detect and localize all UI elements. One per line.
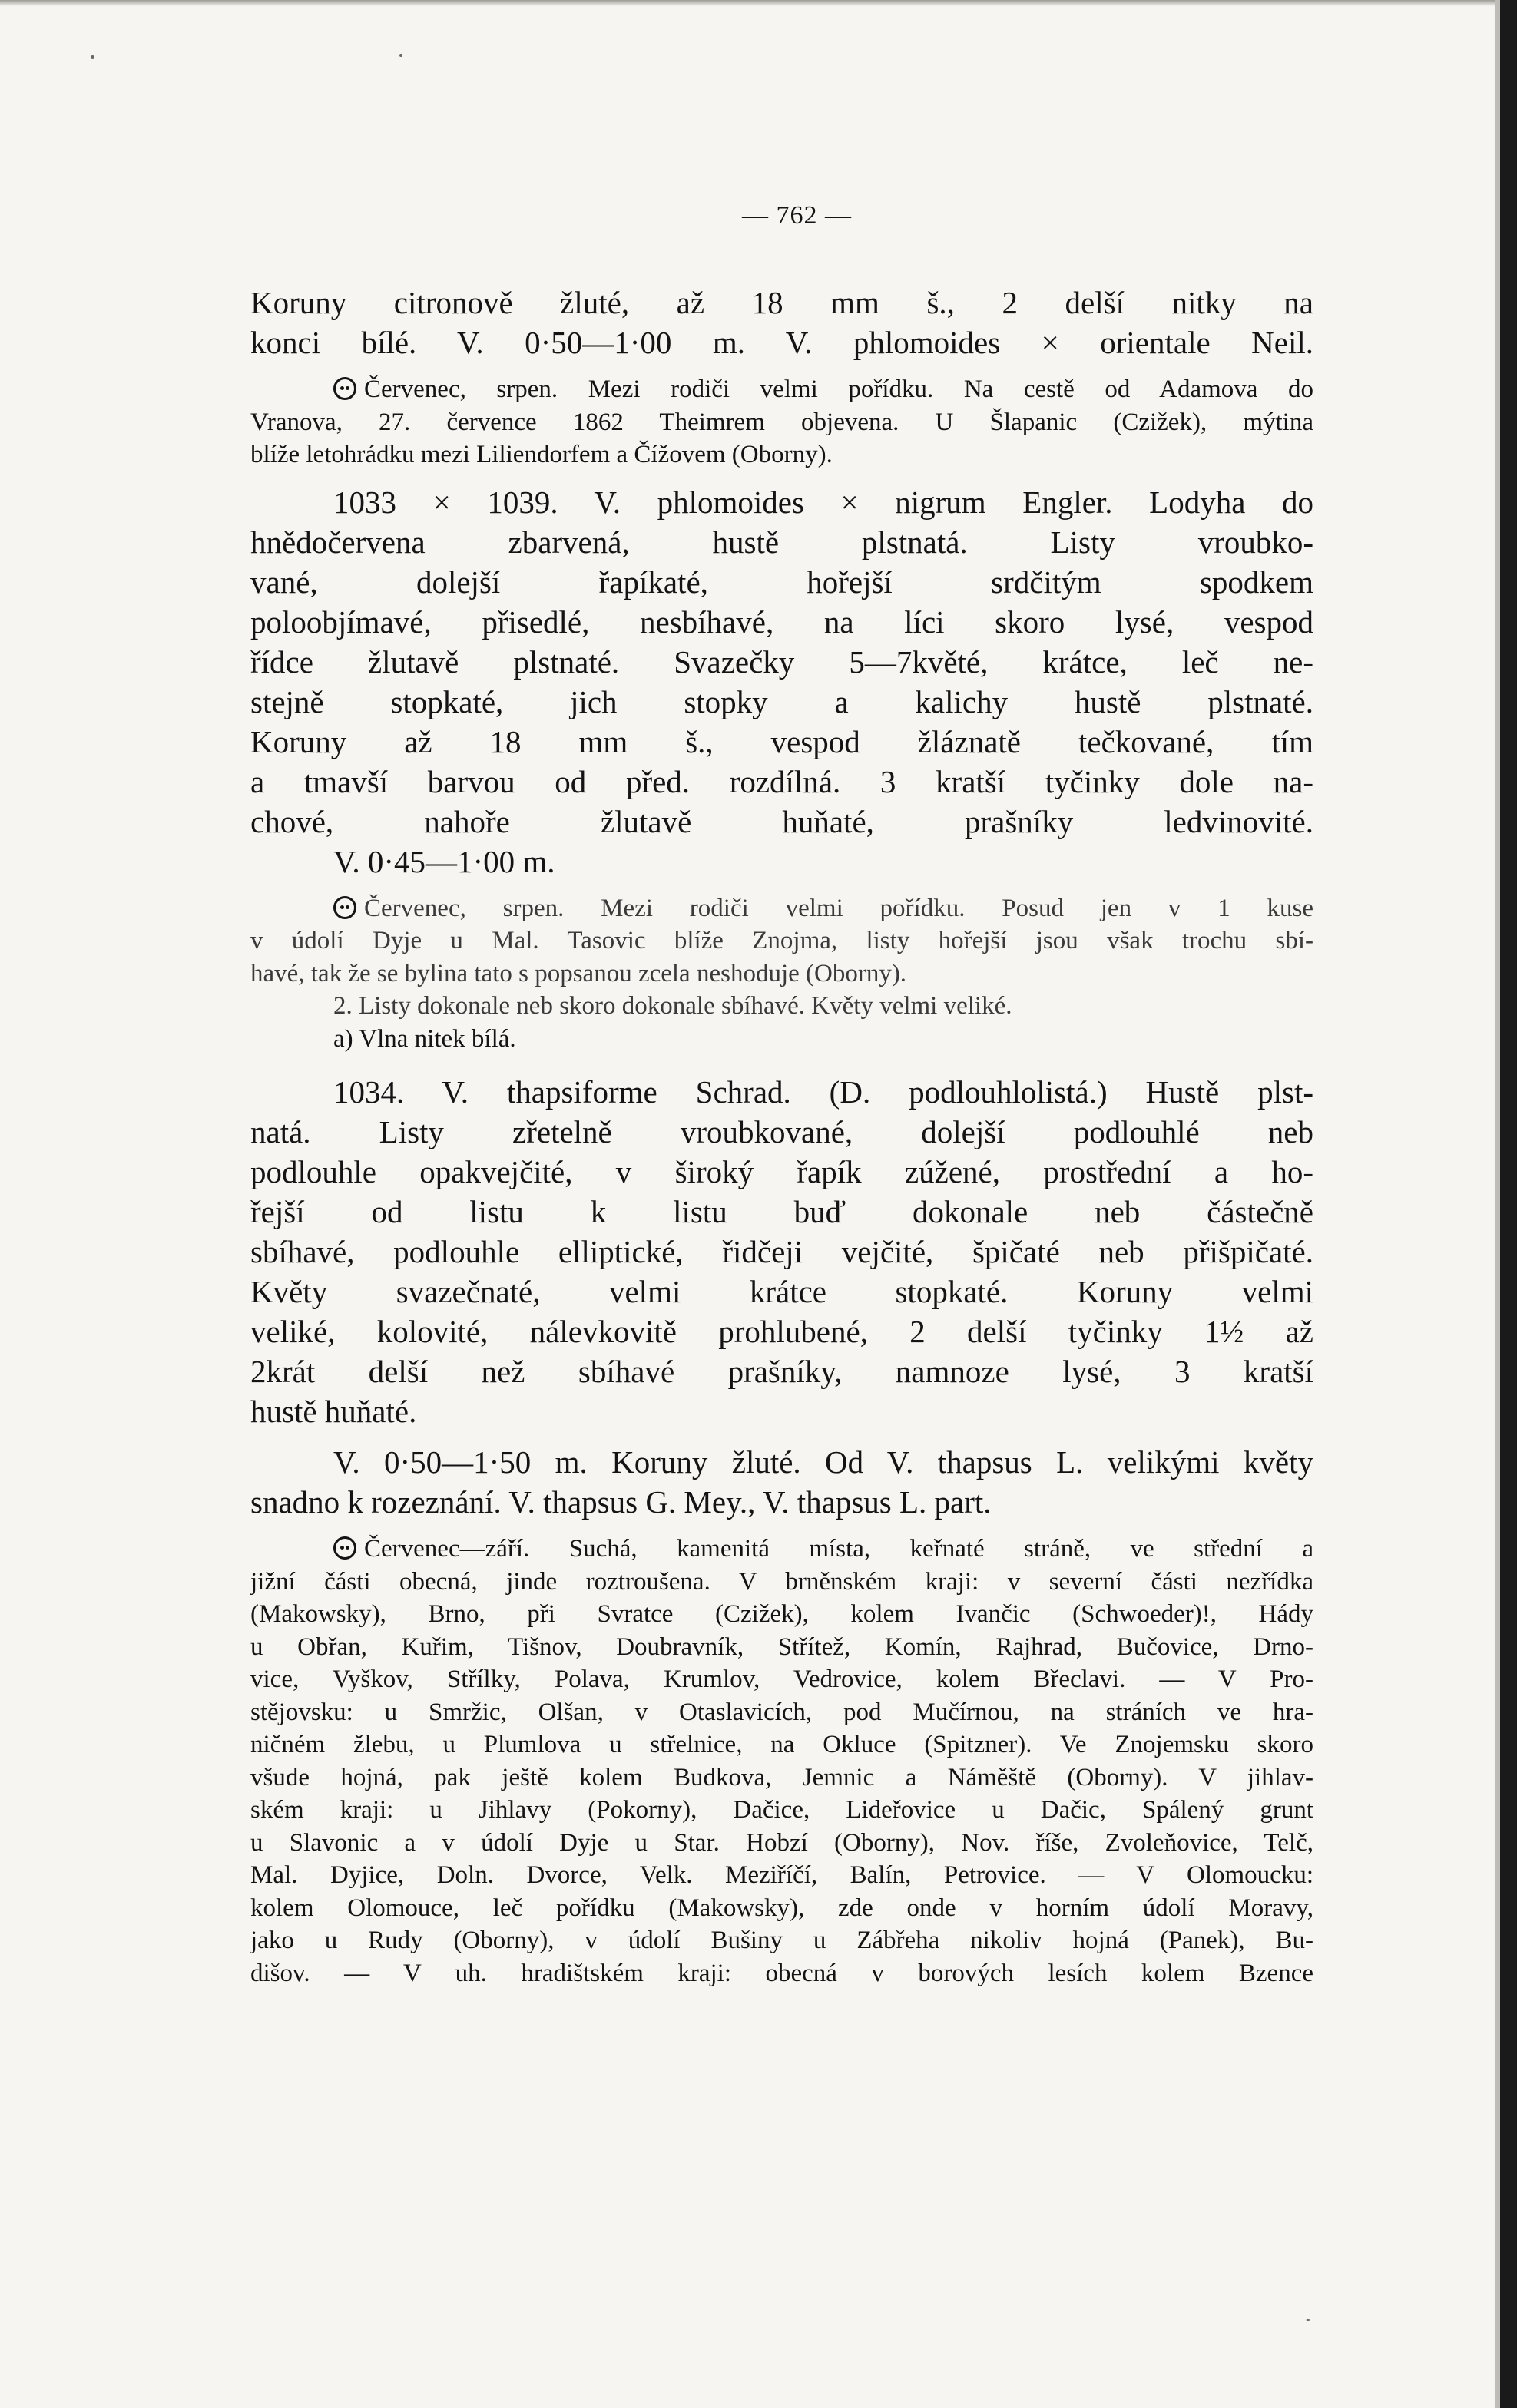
text-line: jižní části obecná, jinde roztroušena. V brněnském kraji: v severní části nezřídka [250, 1567, 1313, 1596]
page-number: — 762 — [742, 201, 852, 230]
text-line: hnědočervena zbarvená, hustě plstnatá. Listy vroubko- [250, 524, 1313, 560]
text-line: snadno k rozeznání. V. thapsus G. Mey., V. thapsus L. part. [250, 1484, 992, 1520]
text-line: V. 0·50—1·50 m. Koruny žluté. Od V. thapsus L. velikými květy [333, 1444, 1313, 1480]
text-line: blíže letohrádku mezi Liliendorfem a Čížovem (Oborny). [250, 441, 833, 468]
text-line: v údolí Dyje u Mal. Tasovic blíže Znojma, listy hořejší jsou však trochu sbí- [250, 927, 1313, 954]
page-top-shadow [0, 0, 1517, 6]
text-line: sbíhavé, podlouhle elliptické, řidčeji vejčité, špičaté neb přišpičaté. [250, 1234, 1313, 1269]
text-line: V. 0·45—1·00 m. [333, 843, 555, 879]
text-line: u Slavonic a v údolí Dyje u Star. Hobzí (Oborny), Nov. říše, Zvoleňovice, Telč, [250, 1828, 1313, 1857]
scan-speck [1306, 2319, 1310, 2321]
species-heading: 1034. V. thapsiforme Schrad. (D. podlouhlolistá.) Hustě plst- [333, 1074, 1313, 1110]
text-line: a tmavší barvou od před. rozdílná. 3 kratší tyčinky dole na- [250, 763, 1313, 799]
text-line: kolem Olomouce, leč pořídku (Makowsky), zde onde v horním údolí Moravy, [250, 1894, 1313, 1922]
text-line: řídce žlutavě plstnaté. Svazečky 5—7květé, krátce, leč ne- [250, 643, 1313, 680]
text-line: vané, dolejší řapíkaté, hořejší srdčitým spodkem [250, 564, 1313, 600]
text-line: Vranova, 27. července 1862 Theimrem objevena. U Šlapanic (Czižek), mýtina [250, 408, 1313, 436]
text-line: natá. Listy zřetelně vroubkované, dolejší podlouhlé neb [250, 1114, 1313, 1149]
text-line: ském kraji: u Jihlavy (Pokorny), Dačice, Lideřovice u Dačic, Spálený grunt [250, 1796, 1313, 1824]
text-line: chové, nahoře žlutavě huňaté, prašníky ledvinovité. [250, 803, 1313, 839]
text-line: stějovsku: u Smržic, Olšan, v Otaslavicích, pod Mučírnou, na stráních ve hra- [250, 1698, 1313, 1726]
text-line: všude hojná, pak ještě kolem Budkova, Jemnic a Náměště (Oborny). V jihlav- [250, 1763, 1313, 1791]
key-lead: a) Vlna nitek bílá. [333, 1024, 516, 1053]
text-line: 2krát delší než sbíhavé prašníky, namnoze lysé, 3 kratší [250, 1354, 1313, 1389]
text-line: u Obřan, Kuřim, Tišnov, Doubravník, Střítež, Komín, Rajhrad, Bučovice, Drno- [250, 1632, 1313, 1661]
text-line: poloobjímavé, přisedlé, nesbíhavé, na líci skoro lysé, vespod [250, 604, 1313, 640]
text-line: havé, tak že se bylina tato s popsanou zcela neshoduje (Oborny). [250, 959, 907, 987]
page-right-border [1500, 0, 1517, 2408]
text-line: veliké, kolovité, nálevkovitě prohlubené, 2 delší tyčinky 1½ až [250, 1314, 1313, 1349]
text-line: jako u Rudy (Oborny), v údolí Bušiny u Zábřeha nikoliv hojná (Panek), Bu- [250, 1927, 1313, 1954]
text-line: Červenec, srpen. Mezi rodiči velmi pořídku. Na cestě od Adamova do [250, 373, 1313, 406]
text-line: stejně stopkaté, jich stopky a kalichy hustě plstnaté. [250, 683, 1313, 719]
biennial-symbol-icon [333, 1536, 356, 1560]
text-line: ničném žlebu, u Plumlova u střelnice, na Okluce (Spitzner). Ve Znojemsku skoro [250, 1731, 1313, 1758]
text-line: podlouhle opakvejčité, v široký řapík zúžené, prostřední a ho- [250, 1154, 1313, 1189]
text-line: hustě huňaté. [250, 1394, 417, 1429]
key-lead: 2. Listy dokonale neb skoro dokonale sbíhavé. Květy velmi veliké. [333, 992, 1012, 1020]
biennial-symbol-icon [333, 896, 356, 919]
text-line: Květy svazečnaté, velmi krátce stopkaté. Koruny velmi [250, 1274, 1313, 1309]
species-heading: 1033 × 1039. V. phlomoides × nigrum Engler. Lodyha do [333, 484, 1313, 520]
text-line: dišov. — V uh. hradištském kraji: obecná v borových lesích kolem Bzence [250, 1959, 1313, 1987]
text-line: konci bílé. V. 0·50—1·00 m. V. phlomoides × orientale Neil. [250, 325, 1313, 360]
page-text [250, 283, 1313, 1990]
text-line: Červenec—září. Suchá, kamenitá místa, keřnaté stráně, ve střední a [250, 1533, 1313, 1566]
scan-speck [399, 54, 402, 57]
text-line: Koruny až 18 mm š., vespod žláznatě tečkované, tím [250, 723, 1313, 759]
scan-speck [91, 55, 94, 59]
text-line: (Makowsky), Brno, při Svratce (Czižek), kolem Ivančic (Schwoeder)!, Hády [250, 1600, 1313, 1628]
text-line: Koruny citronově žluté, až 18 mm š., 2 delší nitky na [250, 285, 1313, 320]
text-line: Mal. Dyjice, Doln. Dvorce, Velk. Meziříčí, Balín, Petrovice. — V Olomoucku: [250, 1861, 1313, 1889]
text-line: Červenec, srpen. Mezi rodiči velmi pořídku. Posud jen v 1 kuse [250, 892, 1313, 925]
biennial-symbol-icon [333, 377, 356, 400]
text-line: vice, Vyškov, Střílky, Polava, Krumlov, Vedrovice, kolem Břeclavi. — V Pro- [250, 1665, 1313, 1693]
text-line: řejší od listu k listu buď dokonale neb částečně [250, 1194, 1313, 1229]
